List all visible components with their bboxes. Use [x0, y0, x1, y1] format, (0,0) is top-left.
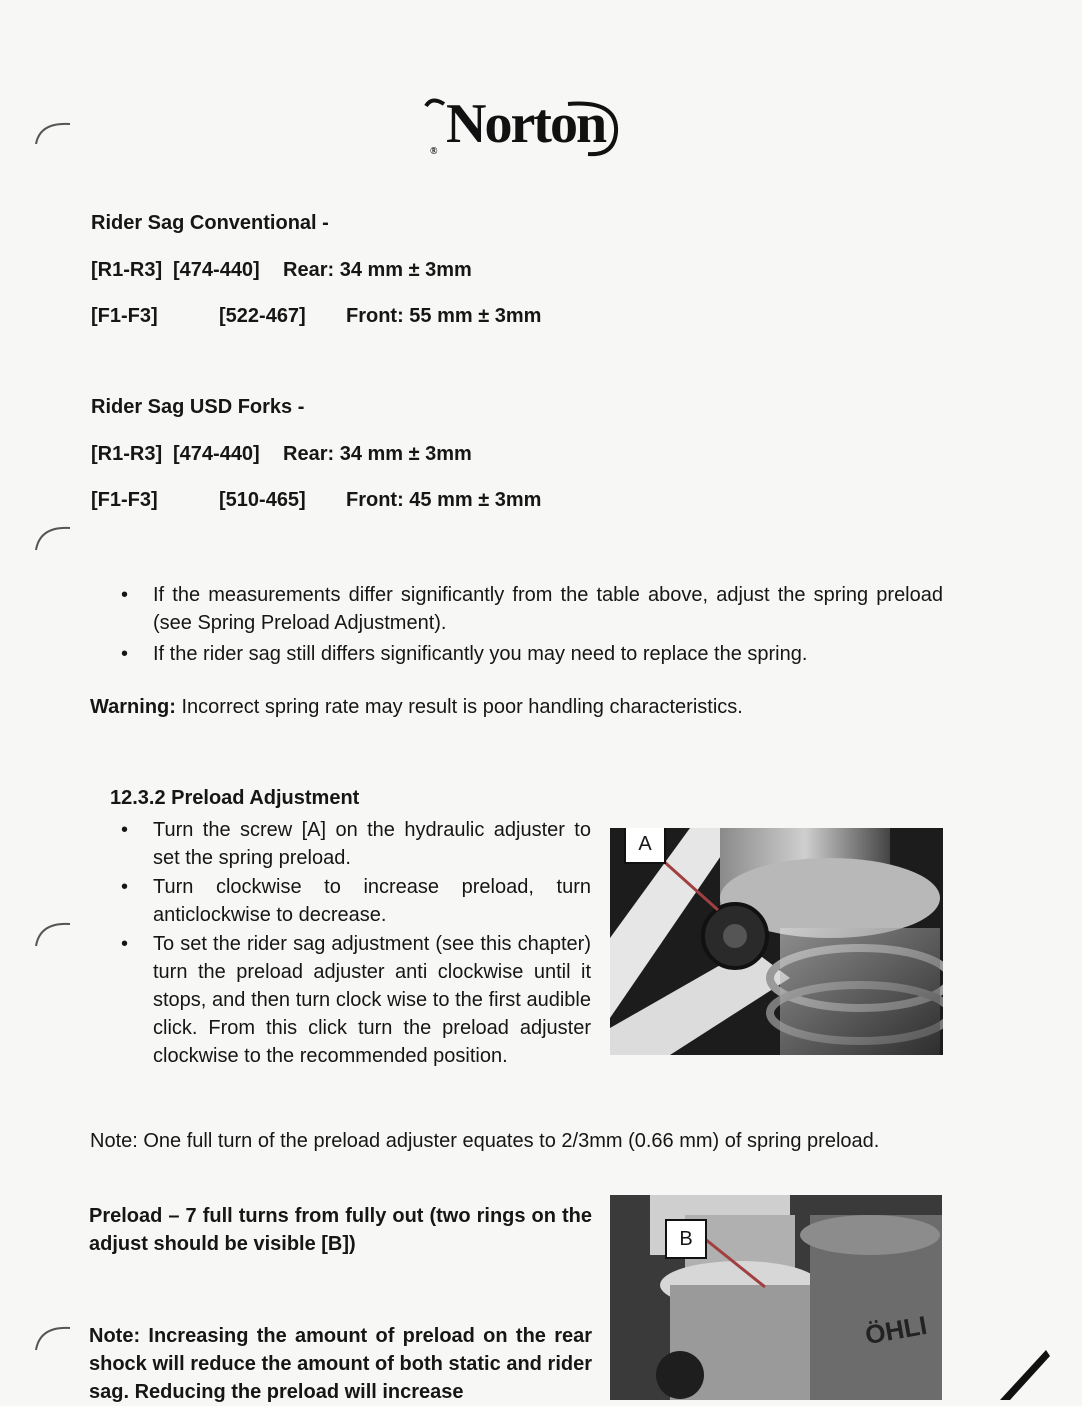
- bullet-text: To set the rider sag adjustment (see this chapter) turn the preload adjuster anti clockwise until it stops, and then turn clock wise to the first audible click. From this click turn the preload adjuster clockwise to the recommended position.: [153, 933, 591, 1067]
- punch-hole-middle: [30, 518, 72, 554]
- ohlins-brand-text: ÖHLI: [862, 1309, 930, 1351]
- front-code: [F1-F3]: [91, 305, 158, 327]
- front-range: [510-465]: [219, 489, 306, 511]
- callout-a: A: [624, 828, 666, 864]
- rear-range: [474-440]: [173, 259, 260, 281]
- list-item: [121, 930, 591, 1070]
- list-item: [121, 873, 591, 929]
- punch-hole-bottom: [30, 1318, 72, 1354]
- callout-b: B: [665, 1219, 707, 1259]
- preload-note: Note: One full turn of the preload adjuster equates to 2/3mm (0.66 mm) of spring preload.: [90, 1130, 880, 1152]
- bullet-icon: •: [121, 819, 129, 841]
- bullet-icon: •: [121, 876, 129, 898]
- preload-note-bold: Note: Increasing the amount of preload on the rear shock will reduce the amount of both static and rider sag. Reducing the preload will increase: [89, 1325, 592, 1403]
- list-item: [121, 816, 591, 872]
- photo-b-illustration: [610, 1195, 942, 1400]
- warning: [90, 696, 743, 719]
- bullet-icon: •: [121, 584, 129, 606]
- front-code: [F1-F3]: [91, 489, 158, 511]
- photo-preload-rings: [610, 1195, 942, 1400]
- list-item: [121, 581, 943, 637]
- brand-name: Norton: [446, 93, 606, 155]
- punch-hole-top: [30, 114, 72, 150]
- rear-code: [R1-R3]: [91, 443, 163, 465]
- warning-label: Warning:: [90, 696, 176, 718]
- bullet-text: If the rider sag still differs significantly you may need to replace the spring.: [153, 643, 808, 665]
- photo-preload-adjuster: [610, 828, 943, 1055]
- rear-value: Rear: 34 mm ± 3mm: [283, 443, 472, 465]
- preload-turns-text: Preload – 7 full turns from fully out (two rings on the adjust should be visible [B]): [89, 1205, 592, 1255]
- list-item: [121, 640, 943, 668]
- norton-logo: [418, 92, 628, 164]
- bullet-icon: •: [121, 933, 129, 955]
- front-range: [522-467]: [219, 305, 306, 327]
- rear-code: [R1-R3]: [91, 259, 163, 281]
- punch-hole-lower: [30, 914, 72, 950]
- corner-mark: [1000, 1346, 1050, 1400]
- sag-conventional-title: Rider Sag Conventional -: [91, 212, 329, 234]
- bullet-text: Turn the screw [A] on the hydraulic adjuster to set the spring preload.: [153, 819, 591, 869]
- front-value: Front: 55 mm ± 3mm: [346, 305, 542, 327]
- section-heading: 12.3.2 Preload Adjustment: [110, 787, 360, 809]
- rear-range: [474-440]: [173, 443, 260, 465]
- front-value: Front: 45 mm ± 3mm: [346, 489, 542, 511]
- rear-value: Rear: 34 mm ± 3mm: [283, 259, 472, 281]
- warning-text: Incorrect spring rate may result is poor handling characteristics.: [181, 696, 743, 718]
- bullet-text: If the measurements differ significantly from the table above, adjust the spring preload (see Spring Preload Adjustment).: [153, 584, 943, 634]
- bullet-text: Turn clockwise to increase preload, turn anticlockwise to decrease.: [153, 876, 591, 926]
- bullet-icon: •: [121, 643, 129, 665]
- registered-mark: ®: [430, 146, 436, 157]
- sag-usd-title: Rider Sag USD Forks -: [91, 396, 305, 418]
